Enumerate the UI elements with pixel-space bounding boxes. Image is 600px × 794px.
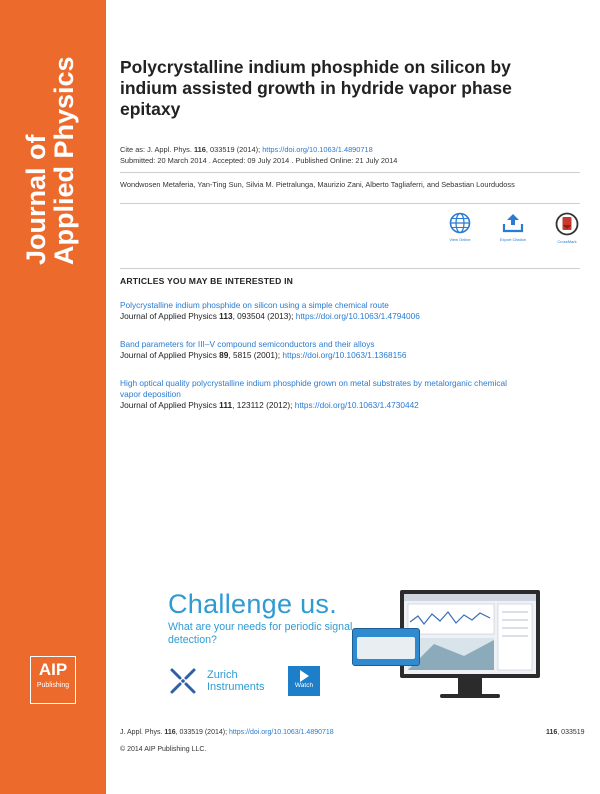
ad-monitor-base (440, 694, 500, 698)
cite-volume: 116 (193, 145, 206, 154)
related-article-reference (120, 350, 406, 361)
ad-monitor-image (400, 590, 540, 678)
ref-pages: , 123112 (2012); (232, 400, 295, 410)
view-online-button[interactable] (440, 212, 480, 242)
footer-doi-link[interactable]: https://doi.org/10.1063/1.4890718 (228, 729, 334, 736)
cite-prefix: Cite as: J. Appl. Phys. (120, 145, 194, 154)
divider (120, 203, 580, 204)
article-dates: Submitted: 20 March 2014 . Accepted: 09 July 2014 . Published Online: 21 July 2014 (120, 156, 398, 165)
export-icon (501, 212, 525, 234)
related-article-reference (120, 400, 419, 411)
article-authors: Wondwosen Metaferia, Yan-Ting Sun, Silvia M. Pietralunga, Maurizio Zani, Alberto Tagliaferri, and Sebastian Lourdudoss (120, 180, 515, 189)
crossmark-label: CrossMark (557, 239, 577, 244)
ref-journal: Journal of Applied Physics (120, 400, 220, 410)
divider (120, 268, 580, 269)
footer-page-volume: 116 (546, 729, 558, 736)
aip-logo-text: AIP (38, 660, 68, 679)
related-article-doi-link[interactable]: https://doi.org/10.1063/1.1368156 (282, 350, 407, 360)
crossmark-icon (555, 212, 579, 236)
ad-brand-line1: Zurich (207, 669, 238, 681)
export-citation-button[interactable] (493, 212, 533, 242)
footer-journal: J. Appl. Phys. (120, 729, 165, 736)
related-article-title[interactable]: Band parameters for III–V compound semiconductors and their alloys (120, 339, 375, 349)
play-icon (297, 669, 311, 683)
ad-instrument-image (352, 628, 420, 666)
related-article-title[interactable]: High optical quality polycrystalline indium phosphide grown on metal substrates by metalorganic chemical vapor deposition (120, 378, 507, 399)
copyright: © 2014 AIP Publishing LLC. (120, 746, 207, 753)
footer-volume: 116 (164, 729, 176, 736)
ad-subtext: What are your needs for periodic signal detection? (168, 621, 353, 646)
ref-pages: , 093504 (2013); (232, 311, 296, 321)
citation-line (120, 145, 373, 155)
crossmark-button[interactable] (547, 212, 587, 244)
related-article-doi-link[interactable]: https://doi.org/10.1063/1.4794006 (295, 311, 420, 321)
ref-volume: 113 (219, 311, 233, 321)
ref-pages: , 5815 (2001); (228, 350, 283, 360)
globe-icon (449, 212, 471, 234)
footer-ref: , 033519 (2014); (175, 729, 229, 736)
zurich-instruments-logo-icon (168, 666, 198, 696)
footer-page-ref (546, 729, 585, 736)
footer-citation (120, 729, 334, 736)
advertisement-banner[interactable] (160, 588, 560, 704)
ref-journal: Journal of Applied Physics (120, 350, 220, 360)
article-doi-link[interactable]: https://doi.org/10.1063/1.4890718 (262, 145, 373, 154)
related-article-doi-link[interactable]: https://doi.org/10.1063/1.4730442 (294, 400, 419, 410)
ref-volume: 89 (219, 350, 229, 360)
journal-name (22, 56, 78, 265)
cite-rest: , 033519 (2014); (205, 145, 263, 154)
ad-brand (207, 669, 264, 693)
ref-volume: 111 (219, 400, 233, 410)
related-article-reference (120, 311, 420, 322)
view-online-label: View Online (449, 237, 471, 242)
related-articles-heading: ARTICLES YOU MAY BE INTERESTED IN (120, 276, 294, 286)
watch-video-button[interactable] (288, 666, 320, 696)
article-title: Polycrystalline indium phosphide on silicon by indium assisted growth in hydride vapor phase epitaxy (120, 57, 512, 119)
journal-sidebar (0, 0, 106, 794)
journal-name-line2: Applied Physics (49, 56, 79, 265)
ad-screen-graphic (404, 594, 536, 674)
ad-screen-plot (404, 594, 536, 674)
divider (120, 172, 580, 173)
export-citation-label: Export Citation (499, 237, 527, 242)
ad-headline: Challenge us. (168, 589, 338, 619)
aip-logo-subtext: Publishing (36, 682, 70, 689)
footer-page-number: , 033519 (557, 729, 585, 736)
watch-label: Watch (294, 682, 314, 689)
ad-brand-line2: Instruments (207, 681, 265, 693)
ad-instrument-panel (357, 637, 415, 659)
aip-publishing-logo[interactable] (30, 656, 76, 704)
journal-name-line1: Journal of (21, 134, 51, 265)
related-article-title[interactable]: Polycrystalline indium phosphide on silicon using a simple chemical route (120, 300, 389, 310)
ref-journal: Journal of Applied Physics (120, 311, 220, 321)
